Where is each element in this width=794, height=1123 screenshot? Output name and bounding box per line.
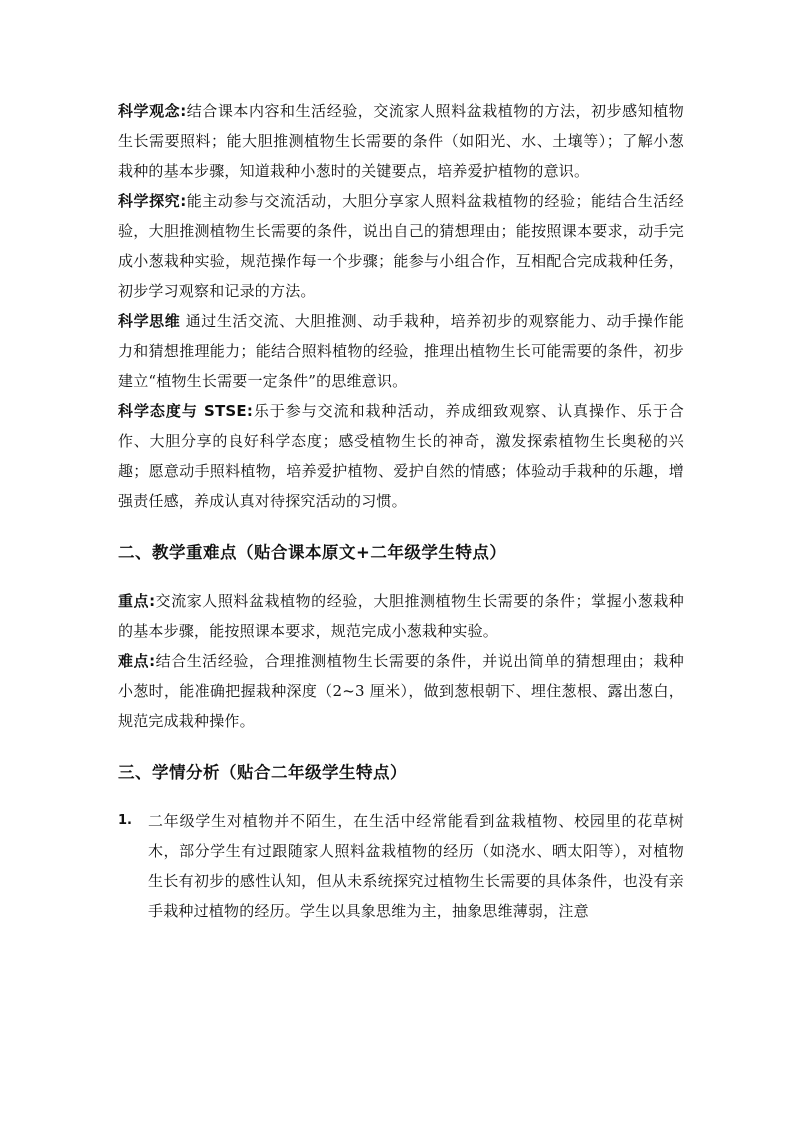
analysis-list-item xyxy=(118,806,684,926)
objective-text: 结合课本内容和生活经验，交流家人照料盆栽植物的方法，初步感知植物生长需要照料；能大胆推测植物生长需要的条件（如阳光、水、土壤等）；了解小葱栽种的基本步骤，知道栽种小葱时的关键要点，培养爱护植物的意识。 xyxy=(118,102,685,180)
section-heading-student-analysis: 三、学情分析（贴合二年级学生特点） xyxy=(118,763,407,782)
document-content xyxy=(118,96,684,926)
objective-concept xyxy=(118,96,684,186)
objective-label: 科学思维 xyxy=(118,312,181,330)
key-point-item xyxy=(118,586,684,646)
objective-inquiry xyxy=(118,186,684,306)
analysis-text: 二年级学生对植物并不陌生，在生活中经常能看到盆栽植物、校园里的花草树木，部分学生有过跟随家人照料盆栽植物的经历（如浇水、晒太阳等），对植物生长有初步的感性认知，但从未系统探究过植物生长需要的具体条件，也没有亲手栽种过植物的经历。学生以具象思维为主，抽象思维薄弱，注意 xyxy=(148,812,684,920)
objective-attitude xyxy=(118,396,684,516)
objective-label: 科学探究: xyxy=(118,192,187,210)
objective-thinking xyxy=(118,306,684,396)
objective-label: 科学观念: xyxy=(118,102,187,120)
section-heading-key-points: 二、教学重难点（贴合课本原文+二年级学生特点） xyxy=(118,543,507,562)
objective-text: 乐于参与交流和栽种活动，养成细致观察、认真操作、乐于合作、大胆分享的良好科学态度；感受植物生长的神奇，激发探索植物生长奥秘的兴趣；愿意动手照料植物，培养爱护植物、爱护自然的情感；体验动手栽种的乐趣，增强责任感，养成认真对待探究活动的习惯。 xyxy=(118,402,684,510)
difficult-point-text: 结合生活经验，合理推测植物生长需要的条件，并说出简单的猜想理由；栽种小葱时，能准确把握栽种深度（2~3 厘米），做到葱根朝下、埋住葱根、露出葱白，规范完成栽种操作。 xyxy=(118,652,684,730)
difficult-point-label: 难点: xyxy=(118,652,156,670)
key-point-label: 重点: xyxy=(118,592,156,610)
objective-label: 科学态度与 STSE: xyxy=(118,402,254,420)
difficult-point-item xyxy=(118,646,684,736)
key-point-text: 交流家人照料盆栽植物的经验，大胆推测植物生长需要的条件；掌握小葱栽种的基本步骤，能按照课本要求，规范完成小葱栽种实验。 xyxy=(118,592,684,640)
objective-text: 通过生活交流、大胆推测、动手栽种，培养初步的观察能力、动手操作能力和猜想推理能力；能结合照料植物的经验，推理出植物生长可能需要的条件，初步建立“植物生长需要一定条件”的思维意识。 xyxy=(118,312,685,390)
objective-text: 能主动参与交流活动，大胆分享家人照料盆栽植物的经验；能结合生活经验，大胆推测植物生长需要的条件，说出自己的猜想理由；能按照课本要求，动手完成小葱栽种实验，规范操作每一个步骤；能参与小组合作，互相配合完成栽种任务，初步学习观察和记录的方法。 xyxy=(118,192,685,300)
list-number: 1. xyxy=(118,813,132,828)
